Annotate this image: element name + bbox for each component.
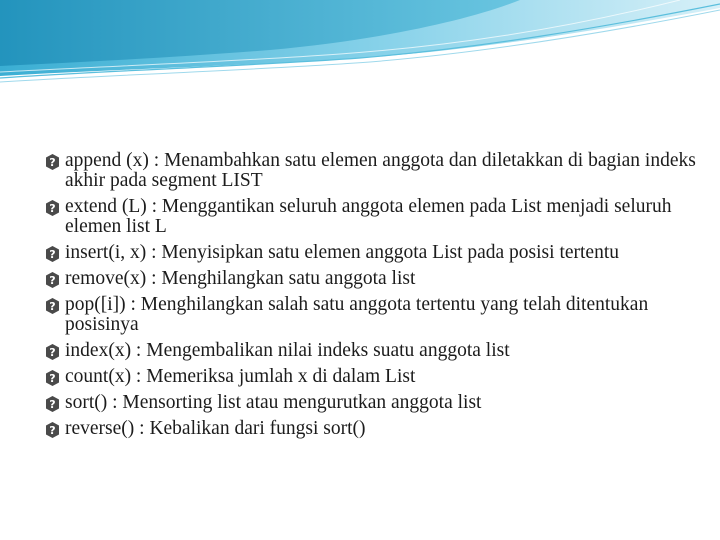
bullet-text: append (x) : Menambahkan satu elemen anggota dan diletakkan di bagian indeks akhir pada segment LIST [65, 150, 696, 191]
bullet-text: remove(x) : Menghilangkan satu anggota list [65, 268, 416, 289]
list-item [46, 243, 706, 263]
unknown-glyph-bullet-icon [46, 154, 59, 170]
list-item [46, 419, 706, 439]
bullet-text: sort() : Mensorting list atau mengurutkan anggota list [65, 392, 482, 413]
unknown-glyph-bullet-icon [46, 344, 59, 360]
unknown-glyph-bullet-icon [46, 246, 59, 262]
bullet-text: extend (L) : Menggantikan seluruh anggota elemen pada List menjadi seluruh elemen list L [65, 196, 672, 237]
header-wave-decoration [0, 0, 720, 90]
list-item [46, 367, 706, 387]
list-item [46, 295, 706, 335]
list-item [46, 393, 706, 413]
list-item [46, 151, 706, 191]
bullet-text: index(x) : Mengembalikan nilai indeks suatu anggota list [65, 340, 510, 361]
unknown-glyph-bullet-icon [46, 370, 59, 386]
bullet-text: count(x) : Memeriksa jumlah x di dalam List [65, 366, 416, 387]
list-item [46, 341, 706, 361]
bullet-text: pop([i]) : Menghilangkan salah satu anggota tertentu yang telah ditentukan posisinya [65, 294, 649, 335]
unknown-glyph-bullet-icon [46, 200, 59, 216]
unknown-glyph-bullet-icon [46, 298, 59, 314]
list-item [46, 197, 706, 237]
unknown-glyph-bullet-icon [46, 272, 59, 288]
bullet-text: reverse() : Kebalikan dari fungsi sort() [65, 418, 366, 439]
unknown-glyph-bullet-icon [46, 422, 59, 438]
unknown-glyph-bullet-icon [46, 396, 59, 412]
bullet-text: insert(i, x) : Menyisipkan satu elemen anggota List pada posisi tertentu [65, 242, 619, 263]
bullet-list [46, 151, 706, 445]
list-item [46, 269, 706, 289]
